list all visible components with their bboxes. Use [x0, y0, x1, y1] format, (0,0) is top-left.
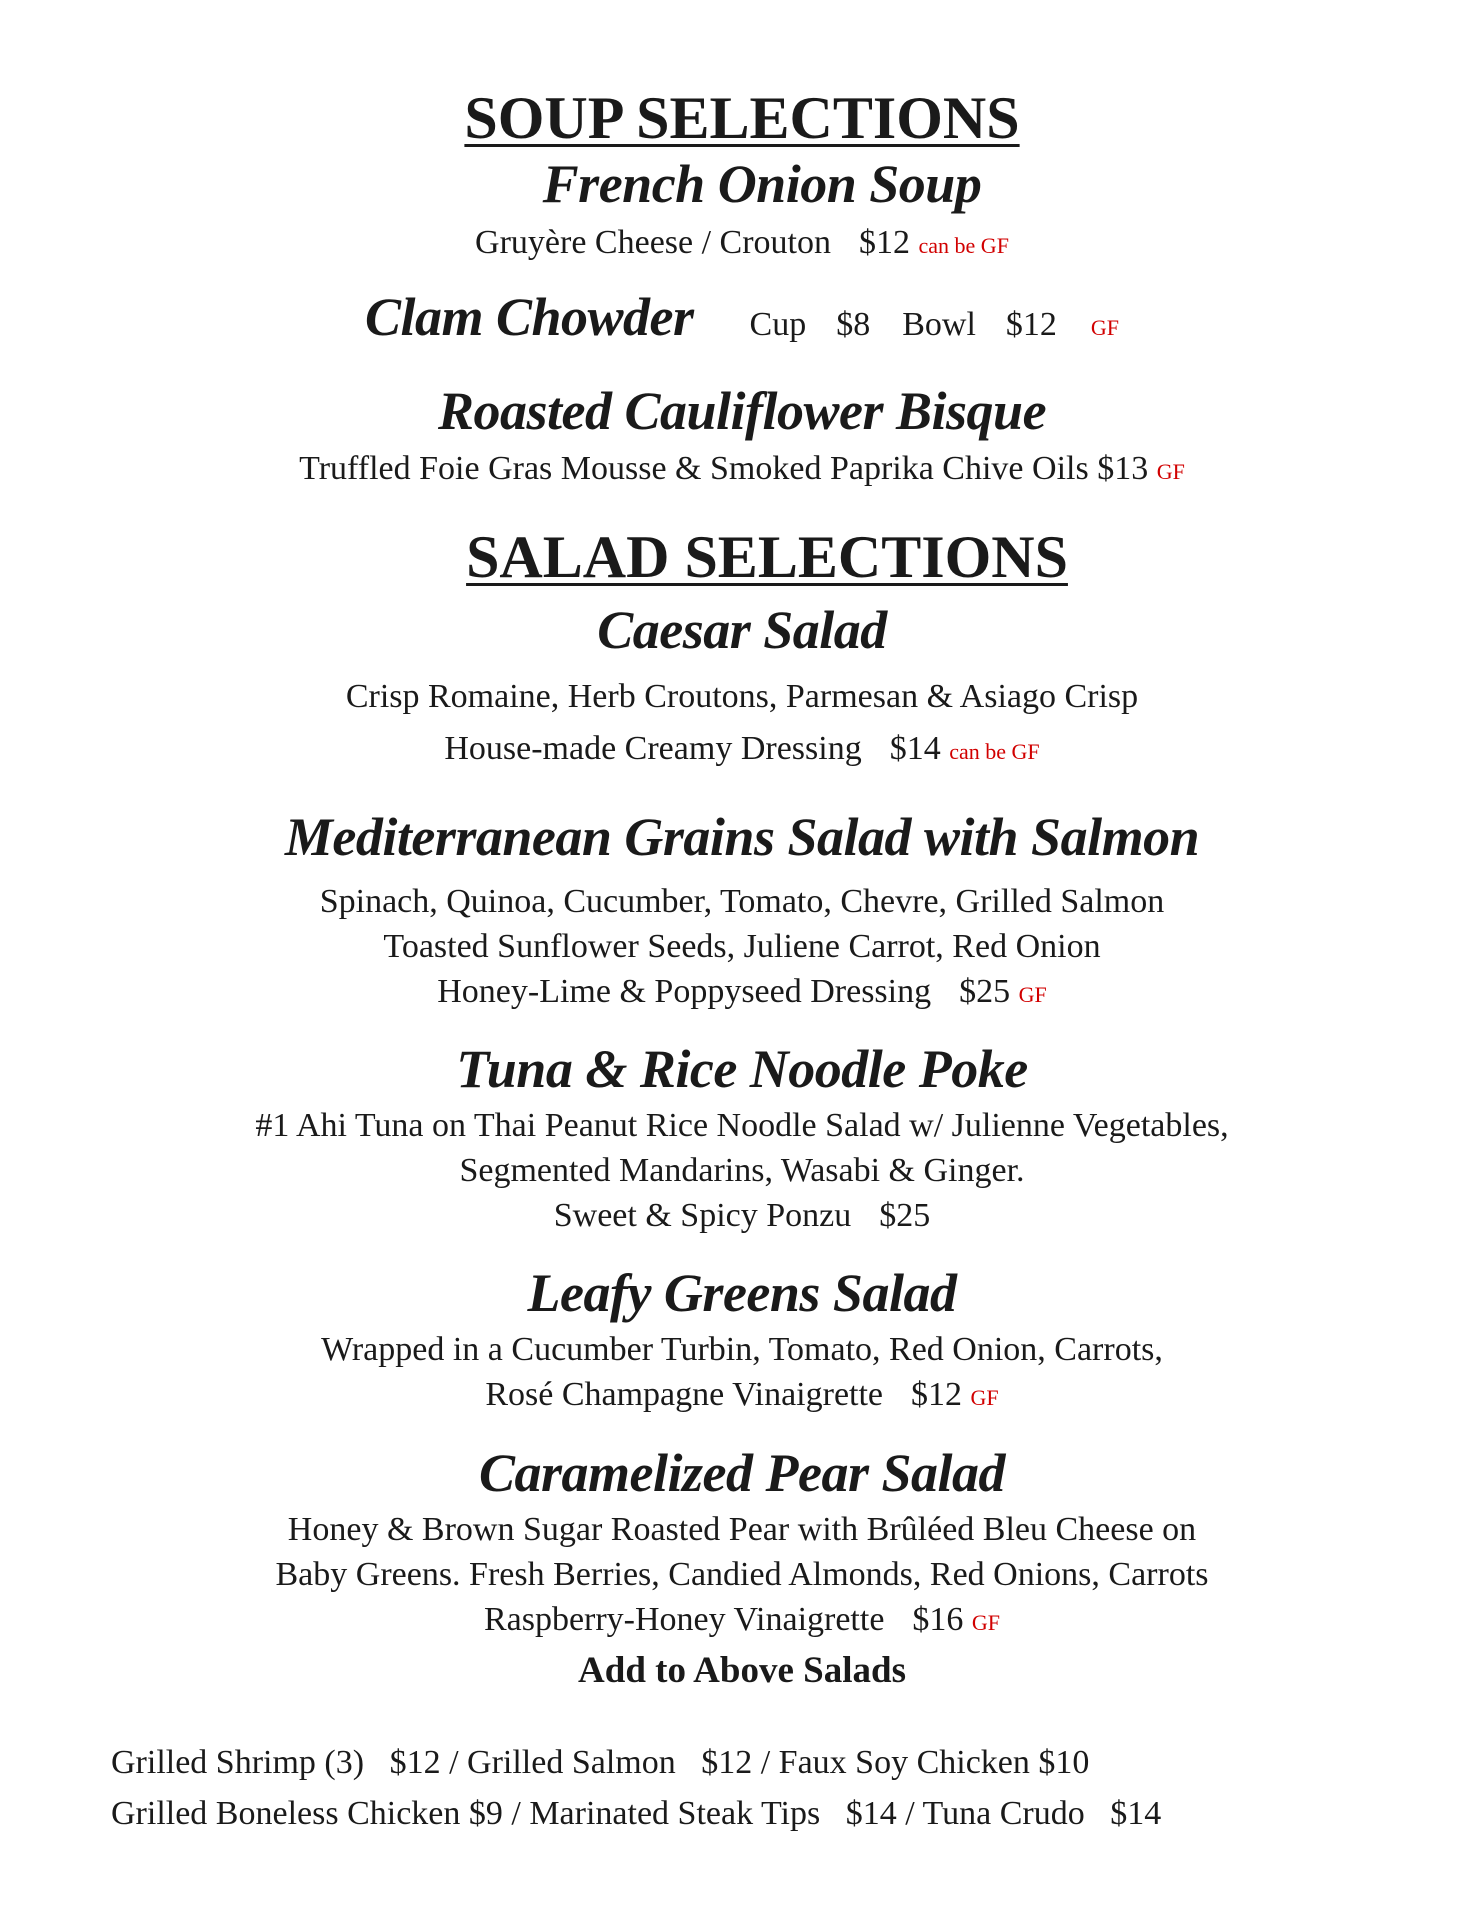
pear-diet: GF	[971, 1610, 1001, 1635]
mediterranean-desc-line3: Honey-Lime & Poppyseed Dressing $25 GF	[437, 973, 1047, 1010]
addons-row-1: Grilled Shrimp (3) $12 / Grilled Salmon $12 / Faux Soy Chicken $10	[111, 1744, 1090, 1781]
cauliflower-desc: Truffled Foie Gras Mousse & Smoked Paprika Chive Oils $13 GF	[299, 450, 1185, 487]
poke-desc-line2: Segmented Mandarins, Wasabi & Ginger.	[459, 1152, 1025, 1189]
dish-tuna-rice-noodle-poke: Tuna & Rice Noodle Poke	[456, 1039, 1028, 1099]
clam-chowder-bowl-label: Bowl	[902, 306, 976, 343]
clam-chowder-cup-label: Cup	[749, 306, 807, 343]
poke-desc-line3: Sweet & Spicy Ponzu $25	[553, 1197, 931, 1234]
salad-section-heading: SALAD SELECTIONS	[466, 524, 1068, 590]
french-onion-diet: can be GF	[918, 233, 1009, 258]
leafy-desc-line1: Wrapped in a Cucumber Turbin, Tomato, Red Onion, Carrots,	[321, 1331, 1163, 1368]
mediterranean-diet: GF	[1018, 982, 1047, 1007]
cauliflower-diet: GF	[1156, 459, 1185, 484]
clam-chowder-bowl-price: $12	[1005, 306, 1057, 343]
leafy-diet: GF	[970, 1385, 999, 1410]
mediterranean-price: $25	[959, 973, 1011, 1010]
caesar-desc-line1: Crisp Romaine, Herb Croutons, Parmesan & Asiago Crisp	[345, 678, 1139, 715]
clam-chowder-cup-price: $8	[836, 306, 871, 343]
pear-desc-line2: Baby Greens. Fresh Berries, Candied Almonds, Red Onions, Carrots	[275, 1556, 1209, 1593]
dish-french-onion-soup: French Onion Soup	[542, 154, 982, 214]
leafy-price: $12	[911, 1376, 963, 1413]
clam-chowder-diet: GF	[1090, 315, 1120, 340]
dish-roasted-cauliflower-bisque: Roasted Cauliflower Bisque	[437, 381, 1047, 441]
clam-chowder-row	[0, 287, 1484, 347]
dish-mediterranean-grains-salad: Mediterranean Grains Salad with Salmon	[284, 807, 1200, 867]
french-onion-price: $12	[859, 224, 911, 261]
poke-desc-line1: #1 Ahi Tuna on Thai Peanut Rice Noodle Salad w/ Julienne Vegetables,	[255, 1107, 1229, 1144]
pear-desc-line1: Honey & Brown Sugar Roasted Pear with Brûléed Bleu Cheese on	[287, 1511, 1197, 1548]
poke-price: $25	[879, 1197, 931, 1234]
caesar-price: $14	[889, 730, 941, 767]
pear-price: $16	[912, 1601, 964, 1638]
leafy-desc-line2: Rosé Champagne Vinaigrette $12 GF	[485, 1376, 999, 1413]
caesar-diet: can be GF	[949, 739, 1040, 764]
soup-section-heading: SOUP SELECTIONS	[464, 85, 1020, 151]
mediterranean-desc-line2: Toasted Sunflower Seeds, Juliene Carrot, Red Onion	[383, 928, 1101, 965]
dish-caesar-salad: Caesar Salad	[597, 600, 887, 660]
french-onion-desc: Gruyère Cheese / Crouton $12 can be GF	[475, 224, 1009, 261]
caesar-desc-line2: House-made Creamy Dressing $14 can be GF	[444, 730, 1040, 767]
cauliflower-price: $13	[1097, 450, 1149, 487]
mediterranean-desc-line1: Spinach, Quinoa, Cucumber, Tomato, Chevre, Grilled Salmon	[319, 883, 1165, 920]
addons-row-2: Grilled Boneless Chicken $9 / Marinated Steak Tips $14 / Tuna Crudo $14	[111, 1795, 1162, 1832]
dish-caramelized-pear-salad: Caramelized Pear Salad	[479, 1443, 1005, 1503]
dish-clam-chowder: Clam Chowder	[364, 287, 694, 347]
addons-heading: Add to Above Salads	[578, 1650, 906, 1691]
pear-desc-line3: Raspberry-Honey Vinaigrette $16 GF	[483, 1601, 1001, 1638]
dish-leafy-greens-salad: Leafy Greens Salad	[527, 1263, 957, 1323]
